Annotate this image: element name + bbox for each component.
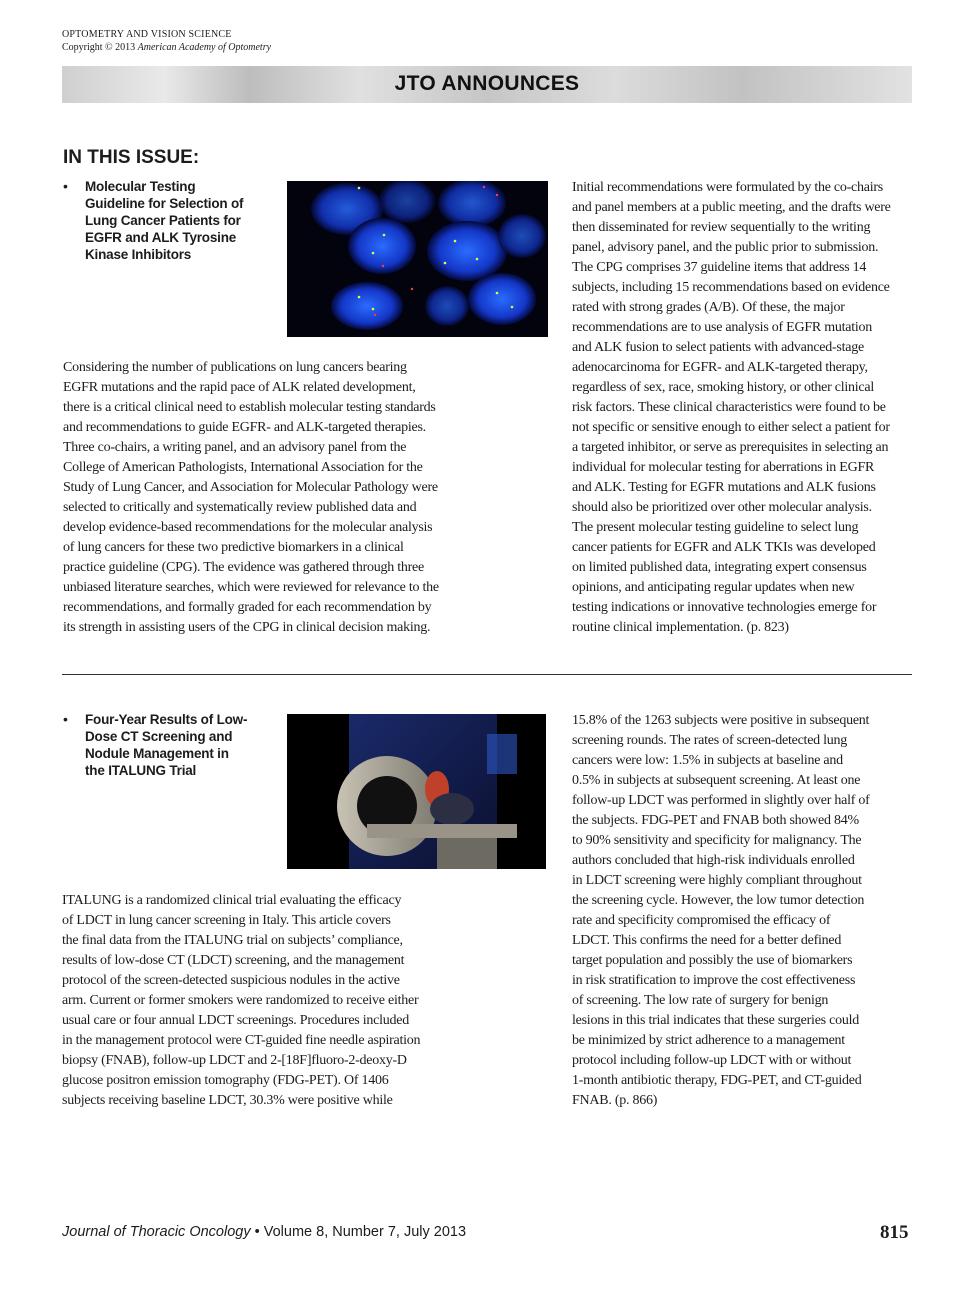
footer-separator: • (254, 1224, 260, 1240)
copyright-prefix: Copyright © 2013 (62, 42, 136, 53)
text-line: the screening cycle. However, the low tumor detection (572, 893, 865, 908)
text-line: practice guideline (CPG). The evidence was gathered through three (63, 560, 424, 575)
banner-title: JTO ANNOUNCES (394, 72, 580, 95)
text-line: 0.5% in subjects at subsequent screening. At least one (572, 773, 861, 788)
article-2-title (85, 711, 265, 779)
text-line: selected to critically and systematically review published data and (63, 500, 417, 515)
text-line: FNAB. (p. 866) (572, 1093, 658, 1108)
text-line: follow-up LDCT was performed in slightly over half of (572, 793, 870, 808)
text-line: a targeted inhibitor, or serve as prerequisites in selecting an (572, 440, 889, 455)
text-line: lesions in this trial indicates that these surgeries could (572, 1013, 859, 1028)
text-line: usual care or four annual LDCT screenings. Procedures included (62, 1013, 409, 1028)
text-line: College of American Pathologists, International Association for the (63, 460, 423, 475)
text-line: regardless of sex, race, smoking history, or other clinical (572, 380, 874, 395)
text-line: authors concluded that high-risk individuals enrolled (572, 853, 855, 868)
text-line: opinions, and anticipating regular updates when new (572, 580, 855, 595)
title-line: Four-Year Results of Low- (85, 712, 248, 727)
text-line: rated with strong grades (A/B). Of these, the major (572, 300, 845, 315)
ct-scanner-svg (287, 714, 546, 869)
text-line: of LDCT in lung cancer screening in Italy. This article covers (62, 913, 391, 928)
text-line: glucose positron emission tomography (FDG-PET). Of 1406 (62, 1073, 389, 1088)
text-line: then disseminated for review sequentially to the writing (572, 220, 871, 235)
text-line: The CPG comprises 37 guideline items that address 14 (572, 260, 867, 275)
micrograph-svg (287, 181, 548, 337)
text-line: the final data from the ITALUNG trial on subjects’ compliance, (62, 933, 403, 948)
text-line: risk factors. These clinical characteristics were found to be (572, 400, 886, 415)
section-title: IN THIS ISSUE: (63, 147, 200, 168)
text-line: screening rounds. The rates of screen-detected lung (572, 733, 848, 748)
text-line: and ALK. Testing for EGFR mutations and ALK fusions (572, 480, 876, 495)
text-line: and ALK fusion to select patients with advanced-stage (572, 340, 864, 355)
text-line: panel, advisory panel, and the public prior to submission. (572, 240, 879, 255)
title-line: Nodule Management in (85, 746, 229, 761)
text-line: and panel members at a public meeting, and the drafts were (572, 200, 891, 215)
text-line: of lung cancers for these two predictive biomarkers in a clinical (63, 540, 404, 555)
text-line: subjects, including 15 recommendations based on evidence (572, 280, 890, 295)
text-line: on limited published data, integrating expert consensus (572, 560, 867, 575)
text-line: Study of Lung Cancer, and Association for Molecular Pathology were (63, 480, 438, 495)
text-line: rate and specificity compromised the efficacy of (572, 913, 831, 928)
text-line: in risk stratification to improve the cost effectiveness (572, 973, 856, 988)
text-line: biopsy (FNAB), follow-up LDCT and 2-[18F]fluoro-2-deoxy-D (62, 1053, 407, 1068)
text-line: should also be prioritized over other molecular analysis. (572, 500, 872, 515)
article-2-right-text (572, 711, 917, 1111)
text-line: target population and possibly the use of biomarkers (572, 953, 853, 968)
text-line: in the management protocol were CT-guided fine needle aspiration (62, 1033, 421, 1048)
text-line: individual for molecular testing for aberrations in EGFR (572, 460, 875, 475)
title-line: Dose CT Screening and (85, 729, 233, 744)
fluorescence-micrograph-image (287, 181, 548, 337)
title-line: Kinase Inhibitors (85, 247, 192, 262)
ct-scanner-image (287, 714, 546, 869)
text-line: 1-month antibiotic therapy, FDG-PET, and CT-guided (572, 1073, 862, 1088)
text-line: to 90% sensitivity and specificity for malignancy. The (572, 833, 862, 848)
text-line: subjects receiving baseline LDCT, 30.3% were positive while (62, 1093, 393, 1108)
text-line: unbiased literature searches, which were reviewed for relevance to the (63, 580, 439, 595)
text-line: its strength in assisting users of the CPG in clinical decision making. (63, 620, 431, 635)
article-2-left-text (62, 891, 492, 1111)
article-1-title (85, 178, 265, 263)
text-line: protocol of the screen-detected suspicious nodules in the active (62, 973, 400, 988)
text-line: Considering the number of publications on lung cancers bearing (63, 360, 407, 375)
text-line: develop evidence-based recommendations for the molecular analysis (63, 520, 433, 535)
text-line: protocol including follow-up LDCT with or without (572, 1053, 852, 1068)
text-line: in LDCT screening were highly compliant throughout (572, 873, 862, 888)
copyright-line (62, 42, 271, 53)
title-line: the ITALUNG Trial (85, 763, 197, 778)
section-divider (62, 674, 912, 675)
text-line: there is a critical clinical need to establish molecular testing standards (63, 400, 436, 415)
text-line: recommendations, and formally graded for each recommendation by (63, 600, 432, 615)
footer-volume: Volume 8, Number 7, July 2013 (263, 1224, 467, 1240)
article-1-right-text (572, 178, 917, 638)
text-line: of screening. The low rate of surgery for benign (572, 993, 829, 1008)
text-line: EGFR mutations and the rapid pace of ALK related development, (63, 380, 416, 395)
text-line: 15.8% of the 1263 subjects were positive in subsequent (572, 713, 870, 728)
text-line: arm. Current or former smokers were randomized to receive either (62, 993, 419, 1008)
copyright-org: American Academy of Optometry (137, 42, 272, 53)
title-line: Molecular Testing (85, 179, 196, 194)
text-line: results of low-dose CT (LDCT) screening, and the management (62, 953, 405, 968)
text-line: cancer patients for EGFR and ALK TKIs was developed (572, 540, 876, 555)
text-line: routine clinical implementation. (p. 823) (572, 620, 789, 635)
text-line: Initial recommendations were formulated by the co-chairs (572, 180, 883, 195)
text-line: Three co-chairs, a writing panel, and an advisory panel from the (63, 440, 407, 455)
announce-banner (62, 66, 912, 103)
text-line: be minimized by strict adherence to a management (572, 1033, 845, 1048)
text-line: and recommendations to guide EGFR- and ALK-targeted therapies. (63, 420, 426, 435)
bullet-marker: • (63, 178, 68, 194)
article-1-left-text (63, 358, 483, 638)
title-line: EGFR and ALK Tyrosine (85, 230, 237, 245)
text-line: testing indications or innovative technologies emerge for (572, 600, 877, 615)
text-line: recommendations are to use analysis of EGFR mutation (572, 320, 872, 335)
text-line: ITALUNG is a randomized clinical trial evaluating the efficacy (62, 893, 402, 908)
footer-journal: Journal of Thoracic Oncology (62, 1224, 251, 1240)
text-line: the subjects. FDG-PET and FNAB both showed 84% (572, 813, 859, 828)
text-line: LDCT. This confirms the need for a better defined (572, 933, 842, 948)
text-line: The present molecular testing guideline to select lung (572, 520, 859, 535)
title-line: Guideline for Selection of (85, 196, 244, 211)
text-line: cancers were low: 1.5% in subjects at baseline and (572, 753, 843, 768)
bullet-marker: • (63, 711, 68, 727)
text-line: not specific or sensitive enough to either select a patient for (572, 420, 890, 435)
footer-citation (62, 1224, 466, 1240)
text-line: adenocarcinoma for EGFR- and ALK-targeted therapy, (572, 360, 868, 375)
title-line: Lung Cancer Patients for (85, 213, 241, 228)
journal-header: OPTOMETRY AND VISION SCIENCE (62, 29, 232, 40)
page-number: 815 (880, 1222, 909, 1243)
